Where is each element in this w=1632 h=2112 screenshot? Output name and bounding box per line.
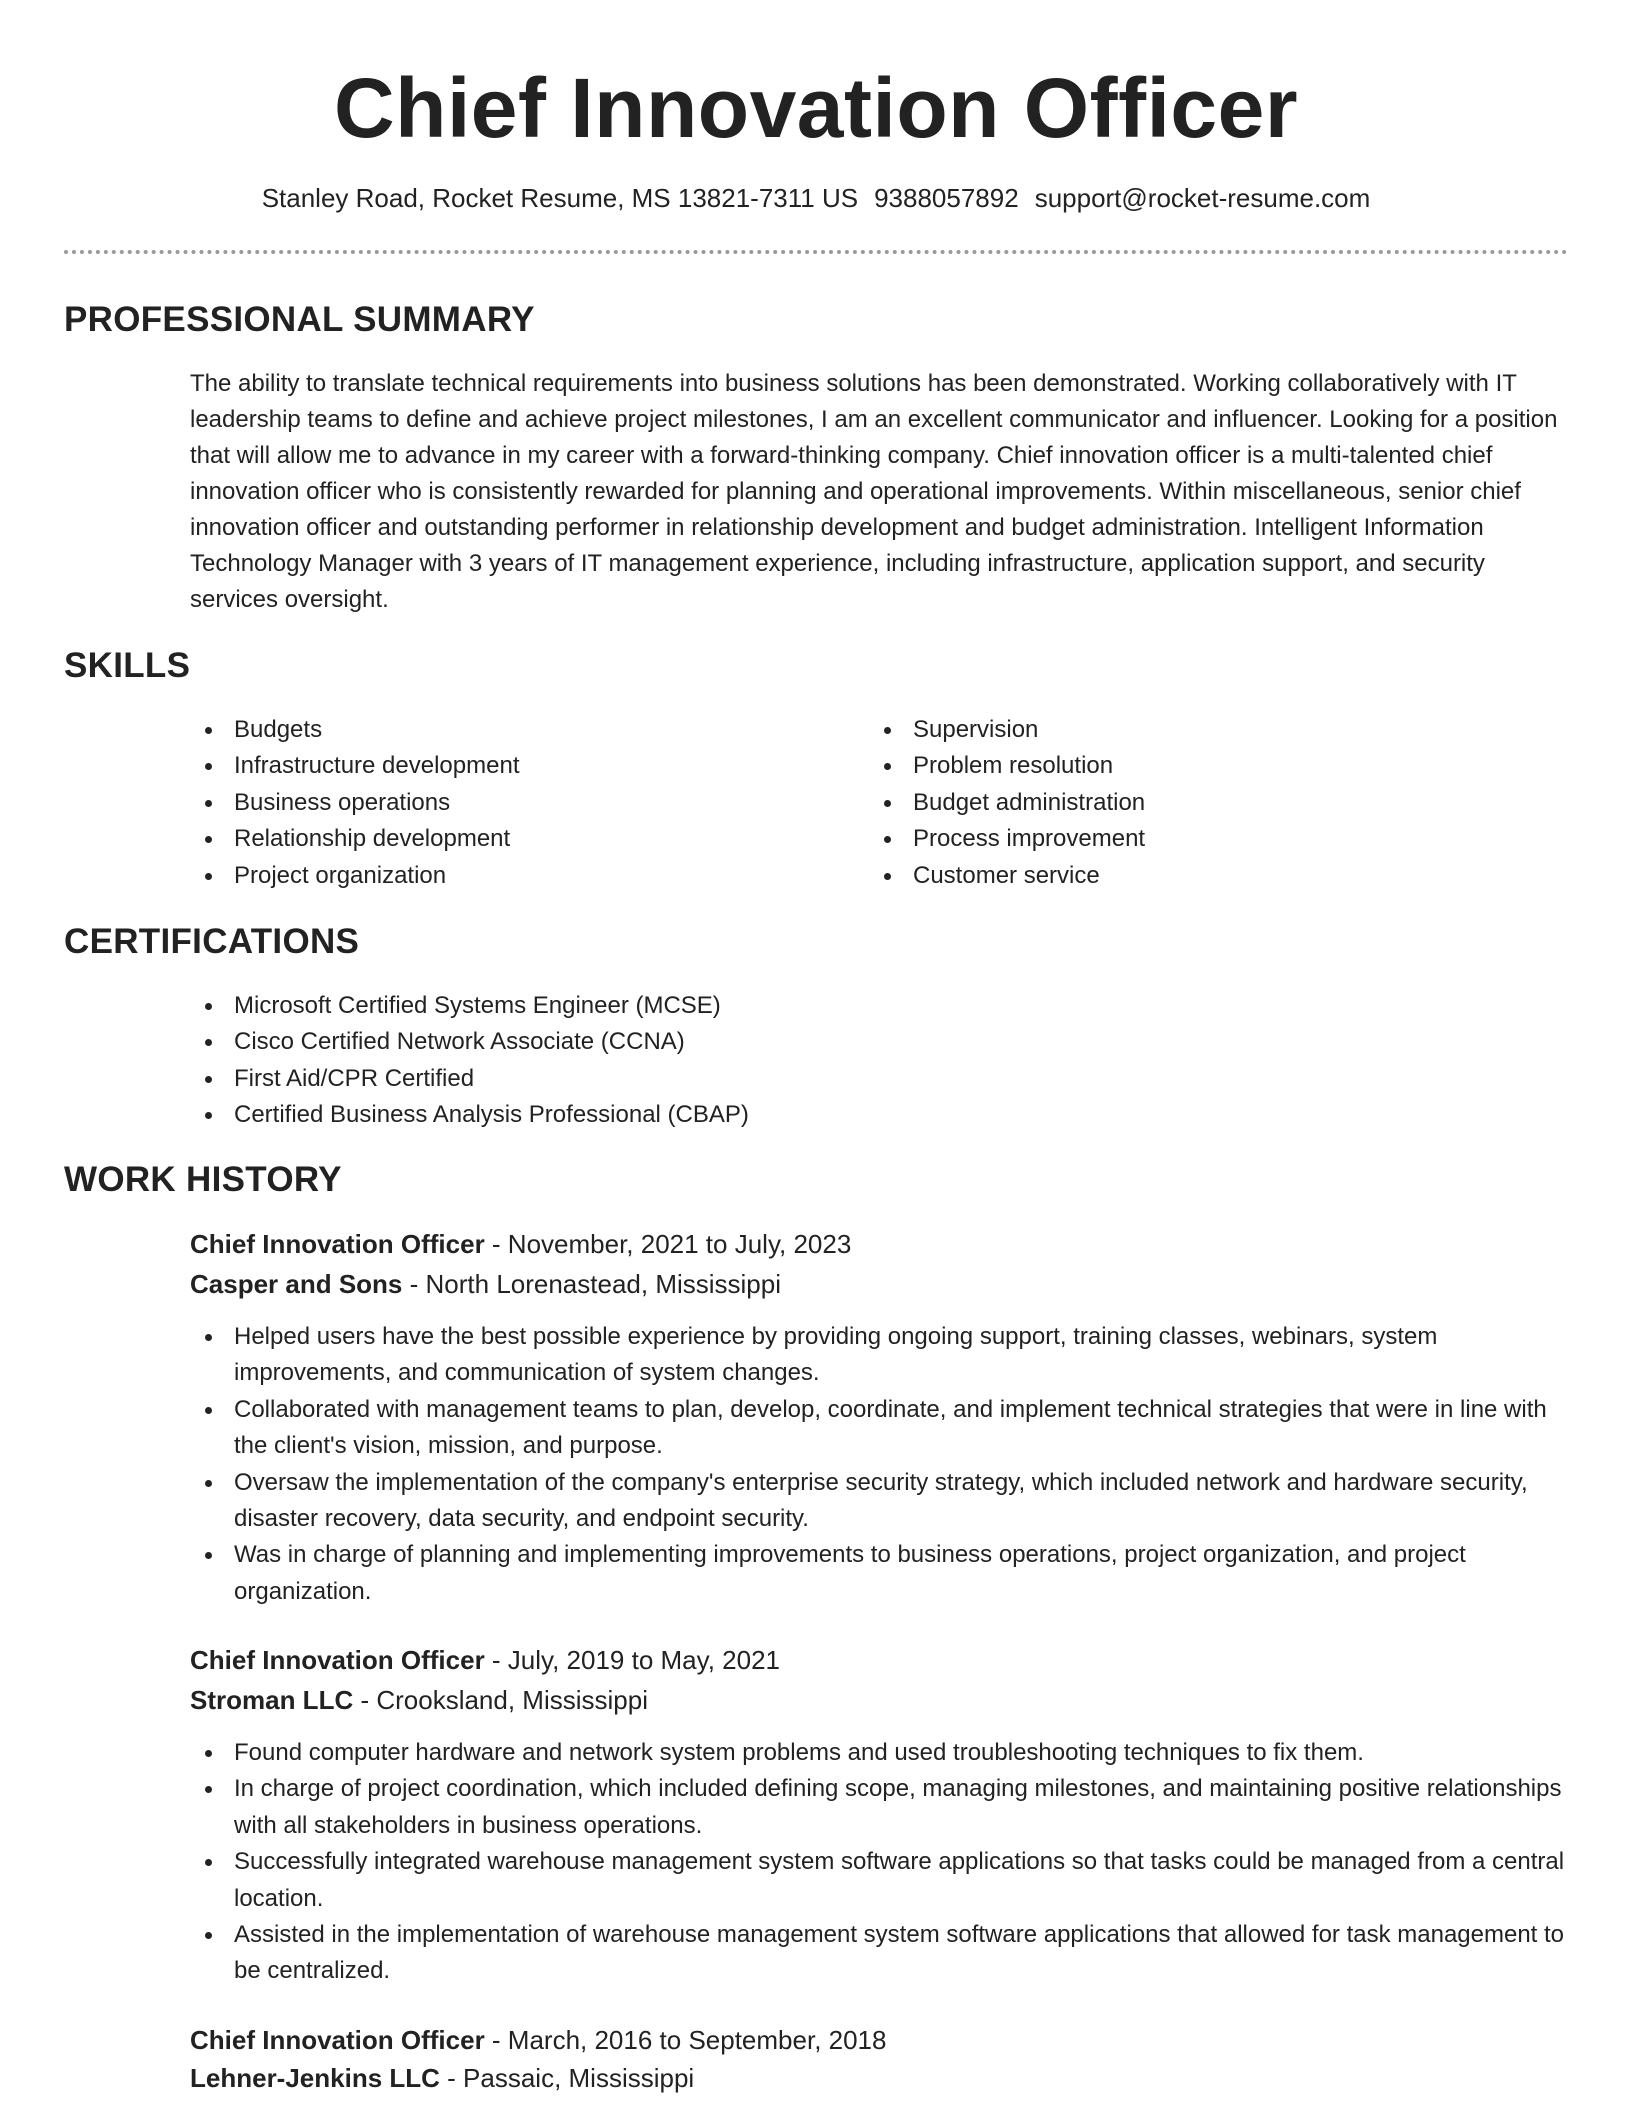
job-bullets [190, 1319, 1570, 1610]
job-company: Lehner-Jenkins LLC [190, 2063, 440, 2093]
list-item: Project organization [190, 858, 830, 894]
list-item: Certified Business Analysis Professional (CBAP) [190, 1097, 1190, 1133]
job-bullets [190, 1735, 1570, 1990]
list-item: First Aid/CPR Certified [190, 1061, 1190, 1097]
job-dates: - November, 2021 to July, 2023 [484, 1229, 852, 1259]
job-dates: - July, 2019 to May, 2021 [484, 1645, 780, 1675]
list-item: Process improvement [869, 821, 1509, 857]
skills-list-left [190, 712, 830, 894]
section-title-summary: PROFESSIONAL SUMMARY [64, 300, 535, 339]
contact-phone: 9388057892 [874, 183, 1019, 213]
list-item: Business operations [190, 785, 830, 821]
list-item: Successfully integrated warehouse management system software applications so that tasks could be managed from a central location. [190, 1844, 1570, 1917]
certifications-list [190, 988, 1190, 1134]
job-company-line [190, 1266, 781, 1302]
list-item: Budgets [190, 712, 830, 748]
job-title: Chief Innovation Officer [190, 2025, 485, 2055]
list-item: In charge of project coordination, which included defining scope, managing milestones, and maintaining positive relationships with all stakeholders in business operations. [190, 1771, 1570, 1844]
list-item: Relationship development [190, 821, 830, 857]
job-title-line [190, 1226, 851, 1262]
list-item: Infrastructure development [190, 748, 830, 784]
job-company-line [190, 2060, 694, 2096]
list-item: Microsoft Certified Systems Engineer (MCSE) [190, 988, 1190, 1024]
job-company: Stroman LLC [190, 1685, 354, 1715]
section-title-skills: SKILLS [64, 646, 191, 685]
contact-email[interactable]: support@rocket-resume.com [1034, 183, 1371, 213]
job-title-line [190, 2022, 886, 2058]
resume-name-title: Chief Innovation Officer [333, 61, 1299, 155]
summary-text: The ability to translate technical requirements into business solutions has been demonstrated. Working collaboratively with IT leadership teams to define and achieve project milestones, I am an excellent communicator and influencer. Looking for a position that will allow me to advance in my career with a forward-thinking company. Chief innovation officer is a multi-talented chief innovation officer who is consistently rewarded for planning and operational improvements. Within miscellaneous, senior chief innovation officer and outstanding performer in relationship development and budget administration. Intelligent Information Technology Manager with 3 years of IT management experience, including infrastructure, application support, and security services oversight. [190, 370, 1558, 613]
list-item: Collaborated with management teams to plan, develop, coordinate, and implement technical strategies that were in line with the client's vision, mission, and purpose. [190, 1392, 1570, 1465]
job-location: - North Lorenastead, Mississippi [402, 1269, 782, 1299]
list-item: Helped users have the best possible experience by providing ongoing support, training classes, webinars, system improvements, and communication of system changes. [190, 1319, 1570, 1392]
list-item: Cisco Certified Network Associate (CCNA) [190, 1024, 1190, 1060]
job-location: - Passaic, Mississippi [439, 2063, 695, 2093]
job-title-line [190, 1642, 780, 1678]
section-title-work-history: WORK HISTORY [64, 1160, 342, 1199]
list-item: Found computer hardware and network system problems and used troubleshooting techniques to fix them. [190, 1735, 1570, 1771]
list-item: Problem resolution [869, 748, 1509, 784]
list-item: Oversaw the implementation of the company's enterprise security strategy, which included network and hardware security, disaster recovery, data security, and endpoint security. [190, 1465, 1570, 1538]
job-company-line [190, 1682, 648, 1718]
list-item: Customer service [869, 858, 1509, 894]
header-divider [64, 250, 1568, 254]
contact-line [0, 180, 1632, 216]
job-location: - Crooksland, Mississippi [353, 1685, 648, 1715]
skills-list-right [869, 712, 1509, 894]
list-item: Was in charge of planning and implementing improvements to business operations, project organization, and project organization. [190, 1537, 1570, 1610]
list-item: Budget administration [869, 785, 1509, 821]
section-title-certifications: CERTIFICATIONS [64, 922, 360, 961]
job-title: Chief Innovation Officer [190, 1229, 485, 1259]
job-dates: - March, 2016 to September, 2018 [484, 2025, 887, 2055]
contact-address: Stanley Road, Rocket Resume, MS 13821-7311 US [261, 183, 859, 213]
job-company: Casper and Sons [190, 1269, 403, 1299]
list-item: Assisted in the implementation of warehouse management system software applications that allowed for task management to be centralized. [190, 1917, 1570, 1990]
job-title: Chief Innovation Officer [190, 1645, 485, 1675]
list-item: Supervision [869, 712, 1509, 748]
